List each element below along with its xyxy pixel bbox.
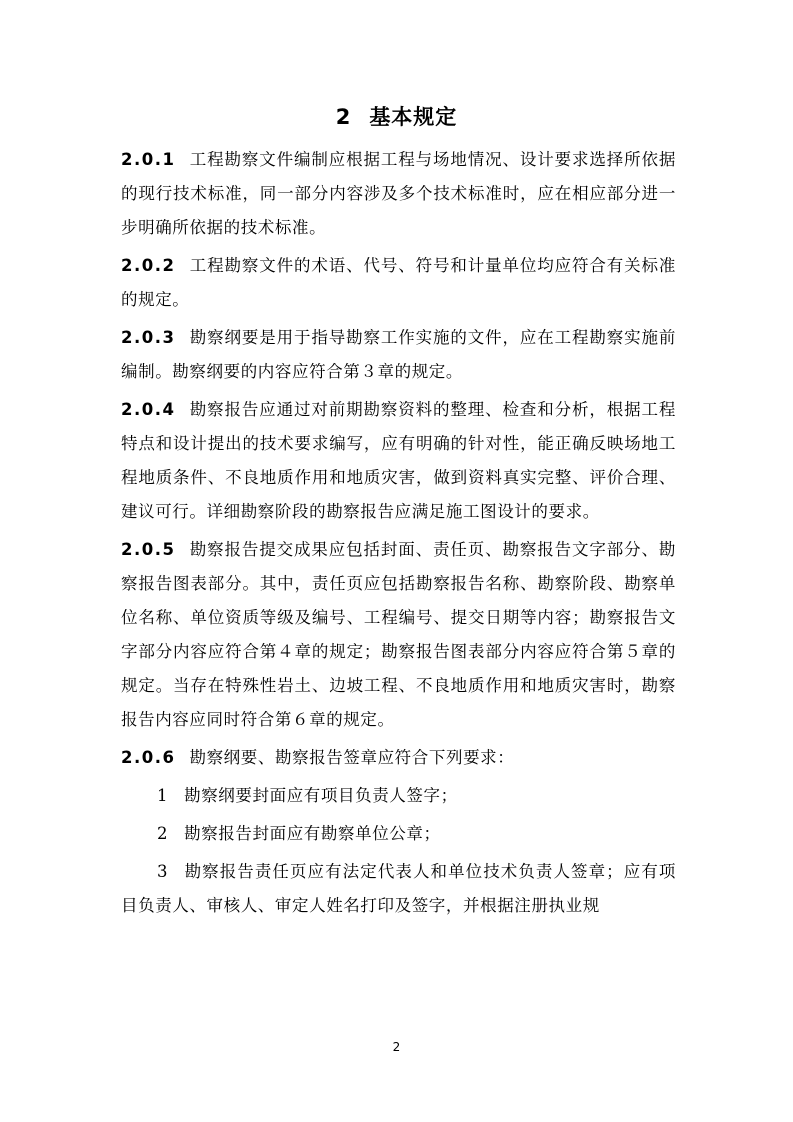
clause-text: 勘察纲要、勘察报告签章应符合下列要求： (189, 748, 515, 767)
clause (121, 143, 676, 245)
clause-text: 工程勘察文件的术语、代号、符号和计量单位均应符合有关标准的规定。 (121, 256, 676, 309)
list-item-number: 3 (157, 862, 169, 881)
chapter-heading (0, 102, 793, 132)
list-item-text: 勘察报告封面应有勘察单位公章； (184, 824, 441, 843)
list-item-text: 勘察报告责任页应有法定代表人和单位技术负责人签章；应有项目负责人、审核人、审定人姓名打印及签字，并根据注册执业规 (121, 862, 676, 915)
list-item-text: 勘察纲要封面应有项目负责人签字； (184, 786, 458, 805)
clause-text: 勘察报告提交成果应包括封面、责任页、勘察报告文字部分、勘察报告图表部分。其中，责任页应包括勘察报告名称、勘察阶段、勘察单位名称、单位资质等级及编号、工程编号、提交日期等内容；勘察报告文字部分内容应符合第４章的规定；勘察报告图表部分内容应符合第５章的规定。当存在特殊性岩土、边坡工程、不良地质作用和地质灾害时，勘察报告内容应同时符合第６章的规定。 (121, 540, 676, 729)
clause-text: 工程勘察文件编制应根据工程与场地情况、设计要求选择所依据的现行技术标准，同一部分内容涉及多个技术标准时，应在相应部分进一步明确所依据的技术标准。 (121, 150, 676, 237)
clause-text: 勘察报告应通过对前期勘察资料的整理、检查和分析，根据工程特点和设计提出的技术要求编写，应有明确的针对性，能正确反映场地工程地质条件、不良地质作用和地质灾害，做到资料真实完整、评价合理、建议可行。详细勘察阶段的勘察报告应满足施工图设计的要求。 (121, 400, 676, 521)
clause-number: 2.0.1 (121, 150, 176, 169)
clause (121, 249, 676, 317)
clause (121, 533, 676, 737)
page-number: 2 (392, 1040, 401, 1054)
clause-number: 2.0.5 (121, 540, 176, 559)
clause-number: 2.0.2 (121, 256, 176, 275)
clause-text: 勘察纲要是用于指导勘察工作实施的文件，应在工程勘察实施前编制。勘察纲要的内容应符合第３章的规定。 (121, 328, 676, 381)
list-item (121, 817, 676, 851)
clause-number: 2.0.6 (121, 748, 176, 767)
clause (121, 393, 676, 529)
list-item (121, 855, 676, 923)
clause (121, 321, 676, 389)
chapter-number: 2 (335, 105, 352, 129)
list-item (121, 779, 676, 813)
list-item-number: 1 (157, 786, 169, 805)
list-item-number: 2 (157, 824, 169, 843)
clause-number: 2.0.3 (121, 328, 176, 347)
body-text (121, 143, 676, 927)
clause (121, 741, 676, 775)
chapter-title: 基本规定 (369, 105, 458, 129)
clause-number: 2.0.4 (121, 400, 176, 419)
